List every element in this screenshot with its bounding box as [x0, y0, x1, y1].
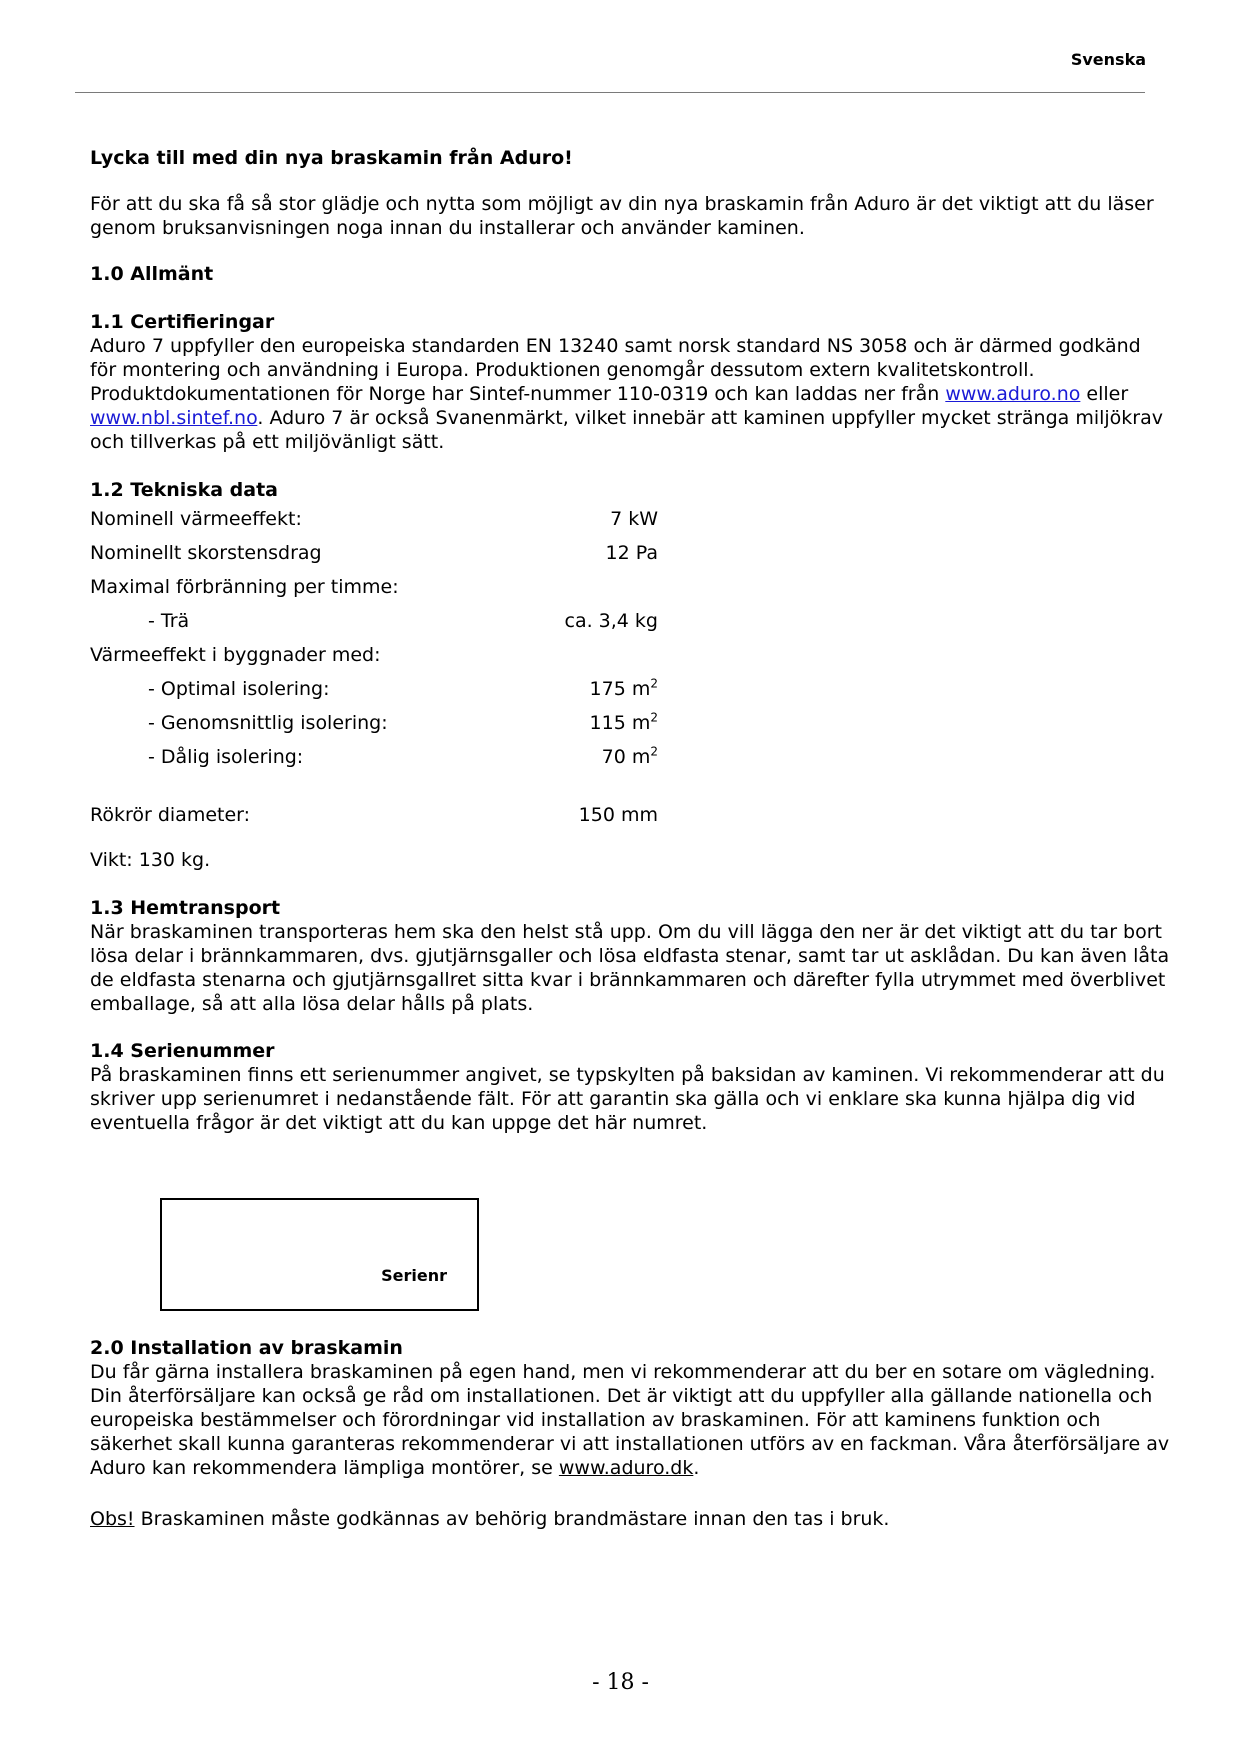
certification-text-2: eller	[1080, 383, 1129, 405]
serial-number-label: Serienr	[381, 1266, 447, 1285]
spec-label: - Trä	[148, 610, 190, 632]
spec-value-superscript: 2	[650, 710, 658, 725]
section-1-1-text	[90, 334, 1170, 454]
spec-value-number: 115 m	[589, 712, 651, 734]
spec-value: 12 Pa	[605, 542, 658, 564]
spec-value: 150 mm	[578, 804, 658, 826]
spec-value: 7 kW	[610, 508, 658, 530]
document-body	[90, 146, 1170, 1531]
tech-spec-table	[90, 502, 1170, 832]
header-divider	[75, 92, 1145, 93]
spec-label: Nominell värmeeffekt:	[90, 508, 302, 530]
spec-row	[90, 740, 1170, 774]
page-number: - 18 -	[592, 1670, 649, 1695]
section-1-2-heading: 1.2 Tekniska data	[90, 479, 278, 501]
section-1-1-heading: 1.1 Certifieringar	[90, 311, 275, 333]
spec-label: - Genomsnittlig isolering:	[148, 712, 388, 734]
certification-text-1: Aduro 7 uppfyller den europeiska standarden EN 13240 samt norsk standard NS 3058 och är därmed godkänd för montering och användning i Europa. Produktionen genomgår dessutom extern kvalitetskontroll. Produktdokumentationen för Norge har Sintef-nummer 110-0319 och kan laddas ner från	[90, 335, 1141, 405]
header-language: Svenska	[1070, 50, 1146, 69]
spec-value-superscript: 2	[650, 676, 658, 691]
spec-value: ca. 3,4 kg	[564, 610, 658, 632]
spec-label: Värmeeffekt i byggnader med:	[90, 644, 381, 666]
spec-row	[90, 706, 1170, 740]
obs-label: Obs!	[90, 1508, 135, 1530]
section-1-3-heading: 1.3 Hemtransport	[90, 897, 281, 919]
spec-label: - Dålig isolering:	[148, 746, 304, 768]
spec-row	[90, 672, 1170, 706]
certification-text-3: . Aduro 7 är också Svanenmärkt, vilket innebär att kaminen uppfyller mycket stränga miljökrav och tillverkas på ett miljövänligt sätt.	[90, 407, 1164, 453]
intro-text: För att du ska få så stor glädje och nytta som möjligt av din nya braskamin från Aduro är det viktigt att du läser genom bruksanvisningen noga innan du installerar och använder kaminen.	[90, 193, 1154, 239]
spec-row	[90, 604, 1170, 638]
section-2-0-text	[90, 1360, 1170, 1480]
spec-row	[90, 570, 1170, 604]
spec-row	[90, 638, 1170, 672]
spec-label: Maximal förbränning per timme:	[90, 576, 399, 598]
spec-label: Nominellt skorstensdrag	[90, 542, 322, 564]
spec-label: Rökrör diameter:	[90, 804, 251, 826]
spec-value	[590, 672, 658, 706]
obs-text: Braskaminen måste godkännas av behörig brandmästare innan den tas i bruk.	[134, 1508, 890, 1530]
section-1-3-text: När braskaminen transporteras hem ska den helst stå upp. Om du vill lägga den ner är det viktigt att du tar bort lösa delar i brännkammaren, dvs. gjutjärnsgaller och lösa eldfasta stenar, samt tar ut asklådan. Du kan även låta de eldfasta stenarna och gjutjärnsgallret sitta kvar i brännkammaren och därefter fylla utrymmet med överblivet emballage, så att alla lösa delar hålls på plats.	[90, 921, 1170, 1015]
serial-number-field[interactable]	[160, 1198, 479, 1311]
spec-label: - Optimal isolering:	[148, 678, 330, 700]
section-2-0-heading: 2.0 Installation av braskamin	[90, 1337, 403, 1359]
nbl-sintef-link[interactable]: www.nbl.sintef.no	[90, 407, 258, 429]
spec-value-superscript: 2	[650, 744, 658, 759]
weight-text: Vikt: 130 kg.	[90, 849, 211, 871]
spec-row	[90, 502, 1170, 536]
spec-value	[590, 706, 658, 740]
spec-value-number: 175 m	[589, 678, 651, 700]
spec-row	[90, 536, 1170, 570]
obs-note	[90, 1507, 1170, 1531]
section-1-4-heading: 1.4 Serienummer	[90, 1040, 275, 1062]
spec-row-flue	[90, 798, 1170, 832]
section-1-4-text: På braskaminen finns ett serienummer angivet, se typskylten på baksidan av kaminen. Vi rekommenderar att du skriver upp serienumret i nedanstående fält. För att garantin ska gälla och vi enklare ska kunna hjälpa dig vid eventuella frågor är det viktigt att du kan uppge det här numret.	[90, 1064, 1165, 1134]
installation-text: Du får gärna installera braskaminen på egen hand, men vi rekommenderar att du ber en sotare om vägledning. Din återförsäljare kan också ge råd om installationen. Det är viktigt att du uppfyller alla gällande nationella och europeiska bestämmelser och förordningar vid installation av braskaminen. För att kaminens funktion och säkerhet skall kunna garanteras rekommenderar vi att installationen utförs av en fackman. Våra återförsäljare av Aduro kan rekommendera lämpliga montörer, se	[90, 1361, 1170, 1479]
spec-value	[602, 740, 658, 774]
intro-title: Lycka till med din nya braskamin från Aduro!	[90, 147, 573, 169]
spec-value-number: 70 m	[601, 746, 651, 768]
installation-text-end: .	[693, 1457, 700, 1479]
section-1-0-heading: 1.0 Allmänt	[90, 263, 214, 285]
aduro-no-link[interactable]: www.aduro.no	[945, 383, 1081, 405]
aduro-dk-link[interactable]: www.aduro.dk	[558, 1457, 694, 1479]
